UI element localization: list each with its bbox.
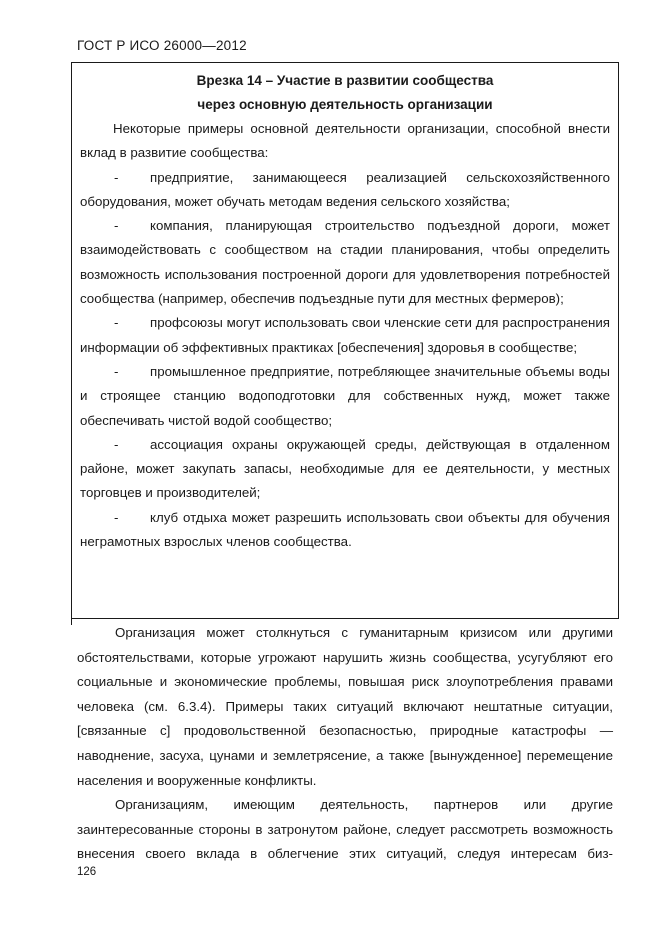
list-item-text: компания, планирующая строительство подъездной дороги, может взаимодействовать с сообществом на стадии планирования, чтобы определить возможность использования построенной дороги для удовлетворения потребностей сообщества (например, обеспечив подъездные пути для местных фермеров);: [80, 218, 610, 307]
page-number: 126: [77, 866, 97, 878]
list-item-text: ассоциация охраны окружающей среды, действующая в отдаленном районе, может закупать запасы, необходимые для ее деятельности, у местных торговцев и производителей;: [80, 436, 610, 501]
list-item-text: профсоюзы могут использовать свои членские сети для распространения информации об эффективных практиках [обеспечения] здоровья в сообществе;: [80, 315, 610, 355]
inset-intro: Некоторые примеры основной деятельности организации, способной внести вклад в развитие сообщества:: [80, 121, 610, 161]
body-paragraph-1: Организация может столкнуться с гуманитарным кризисом или другими обстоятельствами, которые угрожают нарушить жизнь сообщества, усугубляют его социальные и экономические проблемы, повышая риск злоупотребления правами человека (см. 6.3.4). Примеры таких ситуаций включают нештатные ситуации, [связанные с] продовольственной безопасностью, природные катастрофы — наводнение, засуха, цунами и землетрясение, а также [вынужденное] перемещение населения и вооруженные конфликты.: [77, 625, 613, 788]
inset-title-line-2: через основную деятельность организации: [197, 97, 493, 112]
inset-box-14: [71, 62, 619, 619]
bullet-dash: -: [114, 169, 119, 185]
list-item: [80, 214, 610, 311]
list-item-text: промышленное предприятие, потребляющее значительные объемы воды и строящее станцию водоподготовки для собственных нужд, может также обеспечивать чистой водой сообщество;: [80, 363, 610, 428]
document-code: ГОСТ Р ИСО 26000—2012: [77, 38, 247, 53]
main-body: [77, 621, 613, 867]
list-item: [80, 360, 610, 433]
bullet-dash: -: [114, 218, 119, 234]
list-item: [80, 311, 610, 360]
list-item: [80, 166, 610, 215]
bullet-dash: -: [114, 509, 119, 525]
list-item-text: клуб отдыха может разрешить использовать свои объекты для обучения неграмотных взрослых членов сообщества.: [80, 509, 610, 550]
bullet-dash: -: [114, 436, 119, 452]
bullet-dash: -: [114, 363, 119, 379]
inset-title-line-1: Врезка 14 – Участие в развитии сообщества: [196, 73, 494, 88]
list-item: [80, 506, 610, 555]
bullet-dash: -: [114, 315, 119, 331]
body-paragraph-2: Организациям, имеющим деятельность, партнеров или другие заинтересованные стороны в затронутом районе, следует рассмотреть возможность внесения своего вклада в облегчение этих ситуаций, следуя интересам биз-: [77, 797, 613, 862]
list-item: [80, 433, 610, 506]
list-item-text: предприятие, занимающееся реализацией сельскохозяйственного оборудования, может обучать методам ведения сельского хозяйства;: [80, 169, 610, 209]
